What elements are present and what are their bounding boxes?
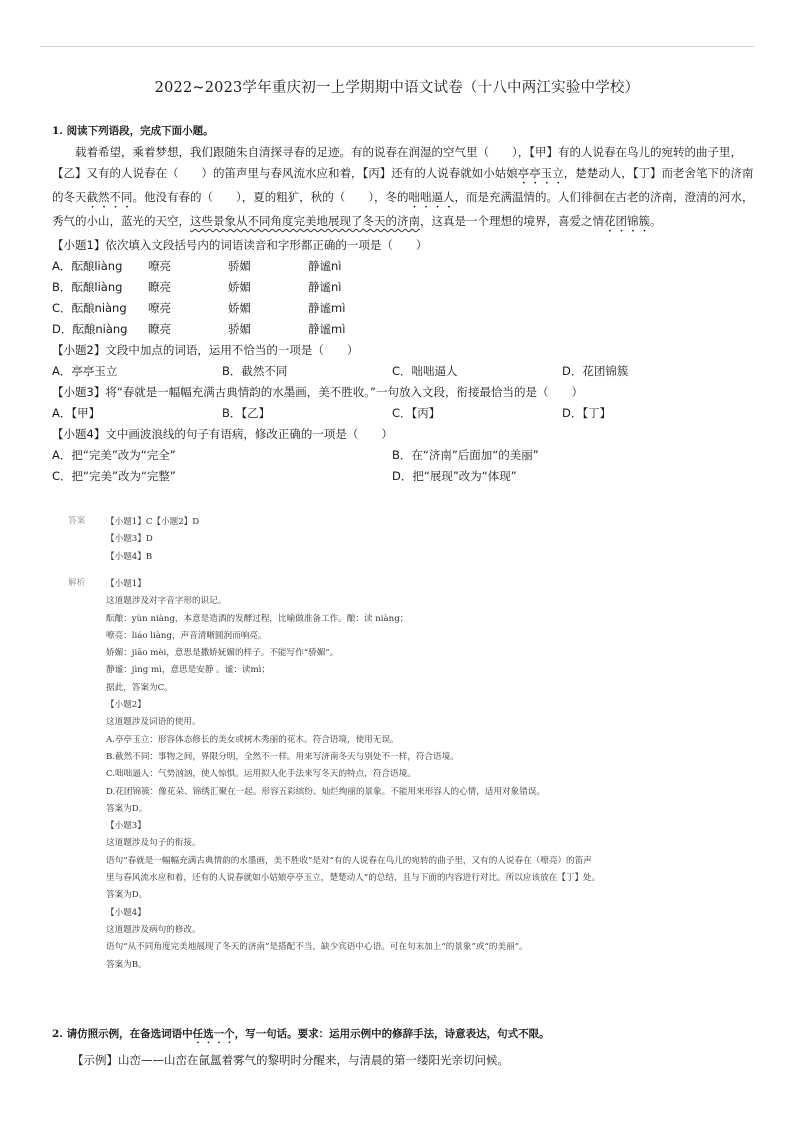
analysis-line: 答案为B。 xyxy=(106,959,147,970)
option-term: 静谧mì xyxy=(308,301,346,315)
option-c: C．咄咄逼人 xyxy=(392,364,458,378)
analysis-line: 答案为D。 xyxy=(106,890,148,901)
option-d: D．把“展现”改为“体现” xyxy=(392,469,517,483)
option-term: 静谧nì xyxy=(308,280,342,294)
dotted-word: 截然不同 xyxy=(86,190,133,204)
sub-question-4-options-row2 xyxy=(52,466,754,487)
passage-text: ，这真是一个理想的境界，喜爱之情 xyxy=(420,214,604,228)
answer-line: 【小题4】B xyxy=(106,551,153,562)
analysis-line: 这道题涉及病句的修改。 xyxy=(106,924,201,935)
analysis-line: 【小题2】 xyxy=(106,700,146,711)
analysis-line: 语句“春就是一幅幅充满古典情韵的水墨画，美不胜收”是对“有的人说春在鸟儿的宛转的曲子里，又有的人说春在（嘹亮）的笛声 xyxy=(106,855,592,866)
analysis-block xyxy=(68,576,754,996)
analysis-line: D.花团锦簇：像花朵、锦绣汇聚在一起。形容五彩缤纷、灿烂绚丽的景象。不能用来形容人的心情，适用对象错误。 xyxy=(106,786,546,797)
question-1-passage xyxy=(52,142,754,235)
analysis-line: 里与春风流水应和着，还有的人说春就如小姑娘亭亭玉立，楚楚动人”的总结，且与下面的内容进行对比。所以应该放在【丁】处。 xyxy=(106,873,601,884)
answer-line: 【小题3】D xyxy=(106,534,153,545)
option-term: 静谧nì xyxy=(308,259,342,273)
answer-lines xyxy=(106,514,754,566)
option-b: B．【乙】 xyxy=(222,406,271,420)
question-2-example: 【示例】山峦——山峦在氤氲着雾气的黎明时分醒来，与清晨的第一缕阳光亲切问候。 xyxy=(72,1053,509,1067)
sub-question-3-options xyxy=(52,403,754,424)
option-term: 娇媚 xyxy=(228,301,251,315)
passage-text: 。他没有春的（ ），夏的粗犷，秋的（ ），冬的 xyxy=(132,190,409,204)
answer-line: 【小题1】C【小题2】D xyxy=(106,517,200,527)
option-term: 瞭亮 xyxy=(148,280,171,294)
analysis-line: 静谧：jìng mì，意思是安静 。谧：读mì； xyxy=(106,665,271,676)
dotted-word: 花团锦簇 xyxy=(604,214,650,228)
page-title: 2022~2023学年重庆初一上学期期中语文试卷（十八中两江实验中学校） xyxy=(154,80,640,96)
sub-question-2: 【小题2】文段中加点的词语，运用不恰当的一项是（ ） xyxy=(52,343,359,357)
question-2-heading-pre: 2. 请仿照示例，在备选词语中 xyxy=(52,1028,193,1040)
question-1-heading: 1. 阅读下列语段，完成下面小题。 xyxy=(52,125,214,137)
analysis-lines xyxy=(106,576,754,974)
option-term: 娇媚 xyxy=(228,280,251,294)
analysis-line: 这道题涉及对字音字形的识记。 xyxy=(106,596,227,607)
analysis-line: A.亭亭玉立：形容体态修长的美女或树木秀丽的花木。符合语境，使用无误。 xyxy=(106,734,399,745)
answer-label: 答案 xyxy=(68,516,86,526)
option-term: 骄媚 xyxy=(228,259,251,273)
analysis-line: 【小题1】 xyxy=(106,579,146,589)
question-2-heading-post: ，写一句话。要求：运用示例中的修辞手法，诗意表达，句式不限。 xyxy=(234,1028,550,1040)
analysis-line: 据此，答案为C。 xyxy=(106,682,173,693)
question-1 xyxy=(52,123,754,487)
sub-question-1-options xyxy=(52,256,754,340)
question-2-heading xyxy=(52,1026,754,1046)
option-term: D．酝酿niàng xyxy=(52,322,128,336)
sub-question-3: 【小题3】将“春就是一幅幅充满古典情韵的水墨画，美不胜收。”一句放入文段，衔接最恰当的是（ ） xyxy=(52,385,583,399)
question-2 xyxy=(52,1026,754,1071)
analysis-line: 酝酿：yùn niàng，本意是造酒的发酵过程，比喻做准备工作。酿：读 niàng； xyxy=(106,613,409,624)
option-c: C．把“完美”改为“完整” xyxy=(52,469,176,483)
analysis-label: 解析 xyxy=(68,578,86,588)
option-term: 嘹亮 xyxy=(148,259,171,273)
option-term: B．酝酿liàng xyxy=(52,280,123,294)
analysis-line: 这道题涉及句子的衔接。 xyxy=(106,838,201,849)
option-term: 嘹亮 xyxy=(148,301,171,315)
option-a: A．【甲】 xyxy=(52,406,101,420)
dotted-word: 咄咄逼人 xyxy=(408,190,455,204)
option-d: D．花团锦簇 xyxy=(562,364,629,378)
analysis-line: 答案为D。 xyxy=(106,803,148,814)
analysis-line: C.咄咄逼人：气势汹汹，使人惊惧。运用拟人化手法来写冬天的特点，符合语境。 xyxy=(106,769,416,780)
wavy-sentence: 这些景象从不同角度完美地展现了冬天的济南 xyxy=(190,214,420,228)
option-a: A．亭亭玉立 xyxy=(52,364,118,378)
option-term: 静谧mì xyxy=(308,322,346,336)
option-row xyxy=(52,298,754,319)
answer-block xyxy=(68,514,754,568)
option-term: 骄媚 xyxy=(228,322,251,336)
sub-question-2-options xyxy=(52,361,754,382)
passage-text: 。 xyxy=(650,214,662,228)
option-term: 瞭亮 xyxy=(148,322,171,336)
option-c: C．【丙】 xyxy=(392,406,441,420)
option-row xyxy=(52,256,754,277)
analysis-line: 娇媚：jiāo mèi，意思是撒娇妩媚的样子。不能写作“骄媚”。 xyxy=(106,648,339,659)
option-row xyxy=(52,319,754,340)
analysis-line: B.截然不同：事物之间，界限分明，全然不一样。用来写济南冬天与别处不一样，符合语境。 xyxy=(106,751,459,762)
dotted-word: 亭亭玉立 xyxy=(517,166,564,180)
option-a: A．把“完美”改为“完全” xyxy=(52,448,176,462)
analysis-line: 语句“从不同角度完美地展现了冬天的济南”是搭配不当，缺少宾语中心语。可在句末加上“的景象”或“的美丽”。 xyxy=(106,942,528,953)
option-row xyxy=(52,277,754,298)
option-term: A．酝酿liàng xyxy=(52,259,123,273)
sub-question-4: 【小题4】文中画波浪线的句子有语病，修改正确的一项是（ ） xyxy=(52,427,393,441)
analysis-line: 这道题涉及词语的使用。 xyxy=(106,717,201,728)
analysis-line: 【小题3】 xyxy=(106,821,146,832)
passage-text: ，楚楚动人，【丁】而老舍笔下的济南的冬天 xyxy=(52,166,754,204)
question-2-heading-emphasis: 任选一个 xyxy=(192,1028,235,1040)
analysis-line: 嘹亮：liáo liàng，声音清晰圆润而响亮。 xyxy=(106,630,267,641)
option-term: C．酝酿niàng xyxy=(52,301,127,315)
option-d: D．【丁】 xyxy=(562,406,612,420)
passage-text: ，而是充满温情的。人们徘徊在古老的济南，澄清的河水，秀气的小山，蓝光的天空， xyxy=(52,190,754,228)
sub-question-1: 【小题1】依次填入文段括号内的词语读音和字形都正确的一项是（ ） xyxy=(52,238,428,252)
passage-text: 载着希望，乘着梦想，我们跟随朱自清探寻春的足迹。有的说春在润湿的空气里（ ），【甲】有的人说春在鸟儿的宛转的曲子里，【乙】又有的人说春在（ ）的笛声里与春风流水应和着，【丙】还有的人说春就如小姑娘 xyxy=(52,145,742,180)
analysis-line: 【小题4】 xyxy=(106,907,146,918)
option-b: B．在“济南”后面加“的美丽” xyxy=(392,448,539,462)
option-b: B．截然不同 xyxy=(222,364,288,378)
top-rule xyxy=(40,46,754,47)
sub-question-4-options-row1 xyxy=(52,445,754,466)
